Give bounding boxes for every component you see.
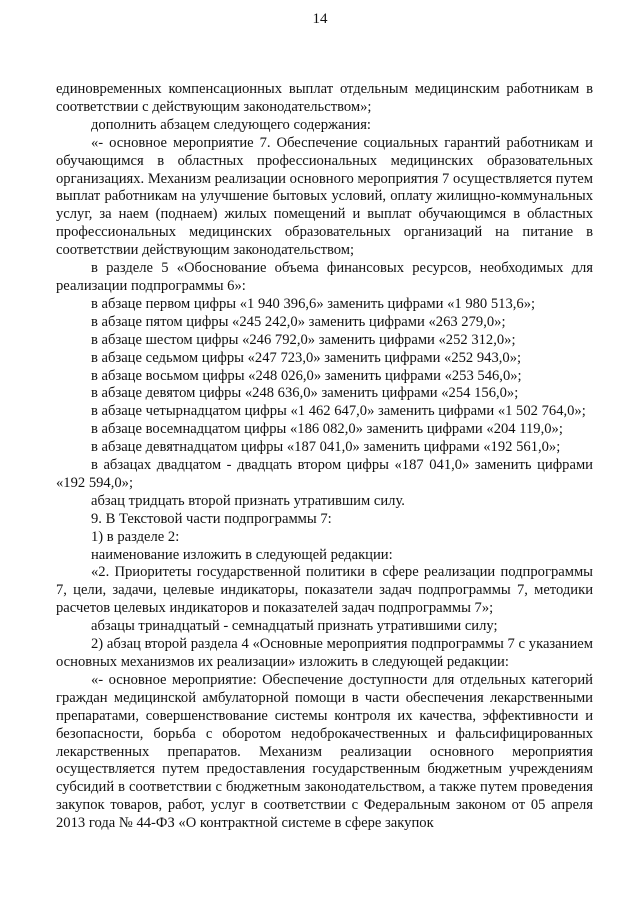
paragraph: в абзаце девятнадцатом цифры «187 041,0» заменить цифрами «192 561,0»;: [91, 439, 561, 456]
paragraph: 9. В Текстовой части подпрограммы 7:: [91, 510, 332, 527]
document-body: [56, 81, 593, 833]
paragraph: 1) в разделе 2:: [91, 528, 180, 545]
paragraph: абзацы тринадцатый - семнадцатый признать утратившими силу;: [91, 618, 498, 635]
paragraph: абзац тридцать второй признать утратившим силу.: [91, 492, 405, 509]
paragraph: в абзаце седьмом цифры «247 723,0» заменить цифрами «252 943,0»;: [91, 349, 522, 366]
paragraph: в абзаце шестом цифры «246 792,0» заменить цифрами «252 312,0»;: [91, 331, 516, 348]
paragraph: «- основное мероприятие: Обеспечение доступности для отдельных категорий граждан медицинской амбулаторной помощи в части обеспечения лекарственными препаратами, совершенствование системы контроля их качества, эффективности и безопасности, борьба с оборотом недоброкачественных и фальсифицированных лекарственных препаратов. Механизм реализации основного мероприятия осуществляется путем предоставления государственным бюджетным учреждениям субсидий в соответствии с бюджетным законодательством, а также путем проведения закупок товаров, работ, услуг в соответствии с Федеральным законом от 05 апреля 2013 года № 44-ФЗ «О контрактной системе в сфере закупок: [56, 671, 593, 832]
paragraph: наименование изложить в следующей редакции:: [91, 546, 393, 563]
paragraph: дополнить абзацем следующего содержания:: [91, 116, 371, 133]
paragraph: в абзацах двадцатом - двадцать втором цифры «187 041,0» заменить цифрами «192 594,0»;: [56, 457, 593, 491]
paragraph: в разделе 5 «Обоснование объема финансовых ресурсов, необходимых для реализации подпрограммы 6»:: [56, 260, 593, 294]
paragraph: единовременных компенсационных выплат отдельным медицинским работникам в соответствии с действующим законодательством»;: [56, 81, 593, 115]
paragraph: в абзаце первом цифры «1 940 396,6» заменить цифрами «1 980 513,6»;: [91, 295, 536, 312]
paragraph: «- основное мероприятие 7. Обеспечение социальных гарантий работникам и обучающимся в областных профессиональных медицинских образовательных организациях. Механизм реализации основного мероприятия 7 осуществляется путем выплат работникам на улучшение бытовых условий, оплату жилищно-коммунальных услуг, за наем (поднаем) жилых помещений и выплат обучающимся в областных профессиональных медицинских образовательных организаций на питание в соответствии действующим законодательством;: [56, 134, 593, 259]
paragraph: «2. Приоритеты государственной политики в сфере реализации подпрограммы 7, цели, задачи, целевые индикаторы, показатели задач подпрограммы 7, методики расчетов целевых индикаторов и показателей задач подпрограммы 7»;: [56, 564, 593, 617]
paragraph: в абзаце пятом цифры «245 242,0» заменить цифрами «263 279,0»;: [91, 313, 506, 330]
paragraph: в абзаце восемнадцатом цифры «186 082,0» заменить цифрами «204 119,0»;: [91, 421, 563, 438]
paragraph: 2) абзац второй раздела 4 «Основные мероприятия подпрограммы 7 с указанием основных механизмов их реализации» изложить в следующей редакции:: [56, 636, 593, 670]
paragraph: в абзаце восьмом цифры «248 026,0» заменить цифрами «253 546,0»;: [91, 367, 522, 384]
paragraph: в абзаце девятом цифры «248 636,0» заменить цифрами «254 156,0»;: [91, 385, 519, 402]
page-number: 14: [312, 11, 328, 27]
paragraph: в абзаце четырнадцатом цифры «1 462 647,0» заменить цифрами «1 502 764,0»;: [91, 403, 586, 420]
